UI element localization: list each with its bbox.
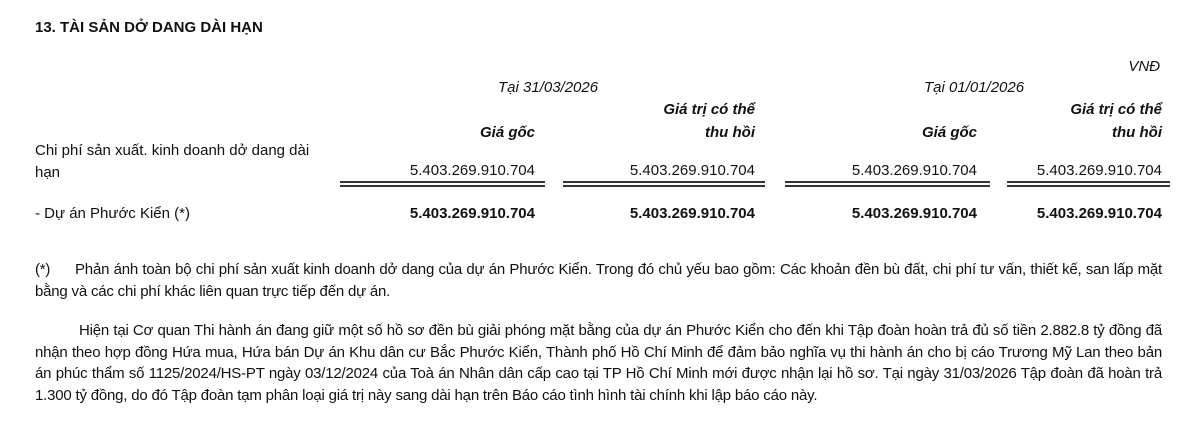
period-date-2: Tại 01/01/2026 (924, 79, 1025, 96)
value-cell: 5.403.269.910.704 (629, 162, 755, 179)
value-cell: 5.403.269.910.704 (409, 205, 535, 222)
header-cost-1 (335, 98, 535, 144)
row-label-line: Chi phí sản xuất. kinh doanh dở dang dài (35, 142, 310, 159)
double-underline (785, 181, 990, 187)
value-cell: 5.403.269.910.704 (1036, 162, 1162, 179)
header-label: Giá trị có thể (663, 101, 755, 118)
value-cell: 5.403.269.910.704 (1036, 205, 1162, 222)
header-recoverable-1 (555, 98, 755, 144)
header-cost-2 (777, 98, 977, 144)
value-cell: 5.403.269.910.704 (409, 162, 535, 179)
double-underline (1007, 181, 1170, 187)
double-underline (563, 181, 765, 187)
header-label: thu hồi (705, 124, 755, 141)
footnote-marker: (*) (35, 261, 51, 278)
header-recoverable-2 (962, 98, 1162, 144)
section-title: 13. TÀI SẢN DỞ DANG DÀI HẠN (35, 19, 263, 36)
row-label-phuoc-kien: - Dự án Phước Kiển (*) (35, 205, 190, 222)
value-cell: 5.403.269.910.704 (851, 205, 977, 222)
footnote-text: Phản ánh toàn bộ chi phí sản xuất kinh doanh dở dang của dự án Phước Kiển. Trong đó chủ yếu bao gồm: Các khoản đền bù đất, chi phí tư vấn, thiết kế, san lấp mặt bằng và các chi phí khác liên quan trực tiếp đến dự án. (35, 261, 1162, 300)
currency-unit: VNĐ (1128, 58, 1160, 75)
footnote (35, 259, 1162, 302)
period-date-1: Tại 31/03/2026 (498, 79, 599, 96)
row-label-wip (35, 140, 309, 184)
header-label: thu hồi (1112, 124, 1162, 141)
explanation-paragraph: Hiện tại Cơ quan Thi hành án đang giữ một số hồ sơ đền bù giải phóng mặt bằng của dự án Phước Kiển cho đến khi Tập đoàn hoàn trả đủ số tiền 2.882.8 tỷ đồng đã nhận theo hợp đồng Hứa mua, Hứa bán Dự án Khu dân cư Bắc Phước Kiển, Thành phố Hồ Chí Minh để đảm bảo nghĩa vụ thi hành án cho bị cáo Trương Mỹ Lan theo bản án phúc thẩm số 1125/2024/HS-PT ngày 03/12/2024 của Toà án Nhân dân cấp cao tại TP Hồ Chí Minh mới được nhận lại hồ sơ. Tại ngày 31/03/2026 Tập đoàn đã hoàn trả 1.300 tỷ đồng, do đó Tập đoàn tạm phân loại giá trị này sang dài hạn trên Báo cáo tình hình tài chính khi lập báo cáo này. (35, 322, 1162, 404)
header-label: Giá gốc (479, 124, 535, 141)
double-underline (340, 181, 545, 187)
value-cell: 5.403.269.910.704 (629, 205, 755, 222)
header-label: Giá trị có thể (1070, 101, 1162, 118)
row-label-line: hạn (35, 164, 61, 181)
header-label: Giá gốc (921, 124, 977, 141)
value-cell: 5.403.269.910.704 (851, 162, 977, 179)
